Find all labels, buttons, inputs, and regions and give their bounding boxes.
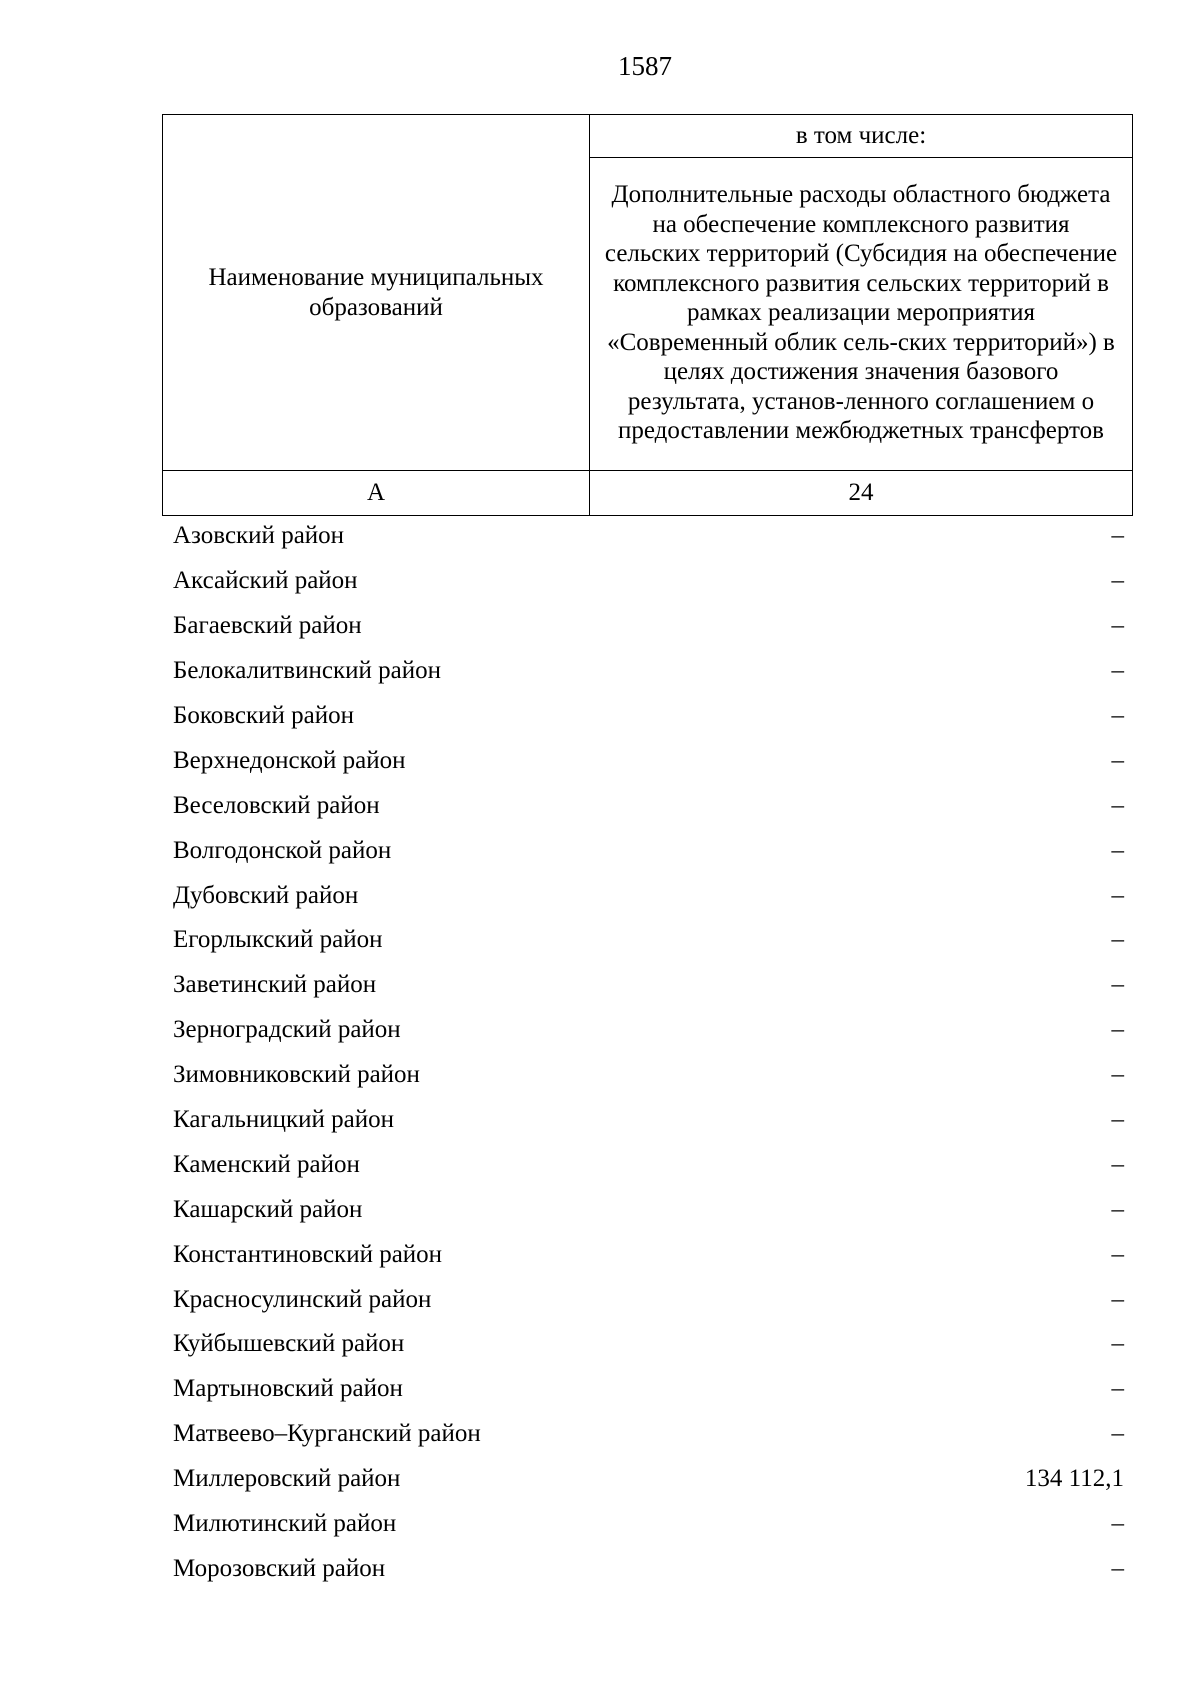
- district-name: Верхнедонской район: [173, 746, 406, 774]
- table-row: [162, 1232, 1124, 1277]
- district-name: Морозовский район: [173, 1554, 386, 1582]
- district-name: Заветинский район: [173, 971, 377, 999]
- table-row: [162, 1412, 1124, 1457]
- district-name: Зимовниковский район: [173, 1061, 420, 1089]
- district-name: Константиновский район: [173, 1240, 443, 1268]
- district-name: Кагальницкий район: [173, 1106, 395, 1134]
- district-value: –: [1111, 746, 1124, 774]
- district-name: Багаевский район: [173, 612, 362, 640]
- district-value: –: [1111, 1375, 1124, 1403]
- district-value: 134 112,1: [1024, 1465, 1124, 1493]
- district-name: Мартыновский район: [173, 1375, 403, 1403]
- page-number: 1587: [618, 51, 672, 81]
- district-name: Красносулинский район: [173, 1285, 432, 1313]
- district-name: Азовский район: [173, 522, 345, 550]
- district-name: Миллеровский район: [173, 1465, 401, 1493]
- district-value: –: [1111, 1510, 1124, 1538]
- district-name: Куйбышевский район: [173, 1330, 405, 1358]
- district-value: –: [1111, 567, 1124, 595]
- table-row: [162, 873, 1124, 918]
- district-name: Зерноградский район: [173, 1016, 401, 1044]
- table-row: [162, 514, 1124, 559]
- district-value: –: [1111, 657, 1124, 685]
- table-row: [162, 1367, 1124, 1412]
- district-value: –: [1111, 1330, 1124, 1358]
- table-row: [162, 1502, 1124, 1547]
- table-row: [162, 738, 1124, 783]
- table-row: [162, 1187, 1124, 1232]
- district-value: –: [1111, 926, 1124, 954]
- table-row: [162, 694, 1124, 739]
- district-name: Дубовский район: [173, 881, 359, 909]
- table-row: [162, 1142, 1124, 1187]
- district-name: Белокалитвинский район: [173, 657, 441, 685]
- district-value: –: [1111, 1106, 1124, 1134]
- data-rows: [162, 514, 1124, 1591]
- district-value: –: [1111, 1285, 1124, 1313]
- district-value: –: [1111, 1016, 1124, 1044]
- district-value: –: [1111, 612, 1124, 640]
- table-row: [162, 1457, 1124, 1502]
- table-row: [162, 649, 1124, 694]
- table-row: [162, 828, 1124, 873]
- district-value: –: [1111, 1061, 1124, 1089]
- table-row: [162, 1053, 1124, 1098]
- district-value: –: [1111, 971, 1124, 999]
- table-row: [162, 783, 1124, 828]
- district-value: –: [1111, 1240, 1124, 1268]
- table-row: [162, 963, 1124, 1008]
- district-name: Кашарский район: [173, 1195, 363, 1223]
- table-row: [162, 918, 1124, 963]
- district-value: –: [1111, 881, 1124, 909]
- table-row: [162, 1546, 1124, 1591]
- district-name: Милютинский район: [173, 1510, 397, 1538]
- district-name: Веселовский район: [173, 791, 380, 819]
- table-row: [162, 559, 1124, 604]
- district-name: Боковский район: [173, 702, 354, 729]
- district-value: –: [1111, 522, 1124, 550]
- column-a-title: Наименование муниципальных образований: [163, 115, 590, 471]
- district-value: –: [1111, 1150, 1124, 1178]
- district-name: Матвеево–Курганский район: [173, 1420, 481, 1448]
- district-value: –: [1111, 1554, 1124, 1582]
- district-value: –: [1111, 702, 1124, 729]
- table-row: [162, 1008, 1124, 1053]
- table-row: [162, 1098, 1124, 1143]
- district-value: –: [1111, 1195, 1124, 1223]
- district-name: Егорлыкский район: [173, 926, 383, 954]
- table-row: [162, 604, 1124, 649]
- district-value: –: [1111, 1420, 1124, 1448]
- district-name: Волгодонской район: [173, 836, 392, 864]
- district-value: –: [1111, 791, 1124, 819]
- column-24-title: Дополнительные расходы областного бюджета на обеспечение комплексного развития сельских территорий (Субсидия на обеспечение комплексного развития сельских территорий в рамках реализации мероприятия «Современный облик сель-ских территорий») в целях достижения значения базового результата, установ-ленного соглашением о предоставлении межбюджетных трансфертов: [590, 158, 1133, 471]
- district-name: Аксайский район: [173, 567, 358, 595]
- column-a-index: А: [163, 471, 590, 516]
- table-row: [162, 1277, 1124, 1322]
- subheading-including: в том числе:: [590, 115, 1133, 158]
- district-value: –: [1111, 836, 1124, 864]
- district-name: Каменский район: [173, 1150, 360, 1178]
- column-24-index: 24: [590, 471, 1133, 516]
- header-table: [162, 114, 1133, 516]
- table-row: [162, 1322, 1124, 1367]
